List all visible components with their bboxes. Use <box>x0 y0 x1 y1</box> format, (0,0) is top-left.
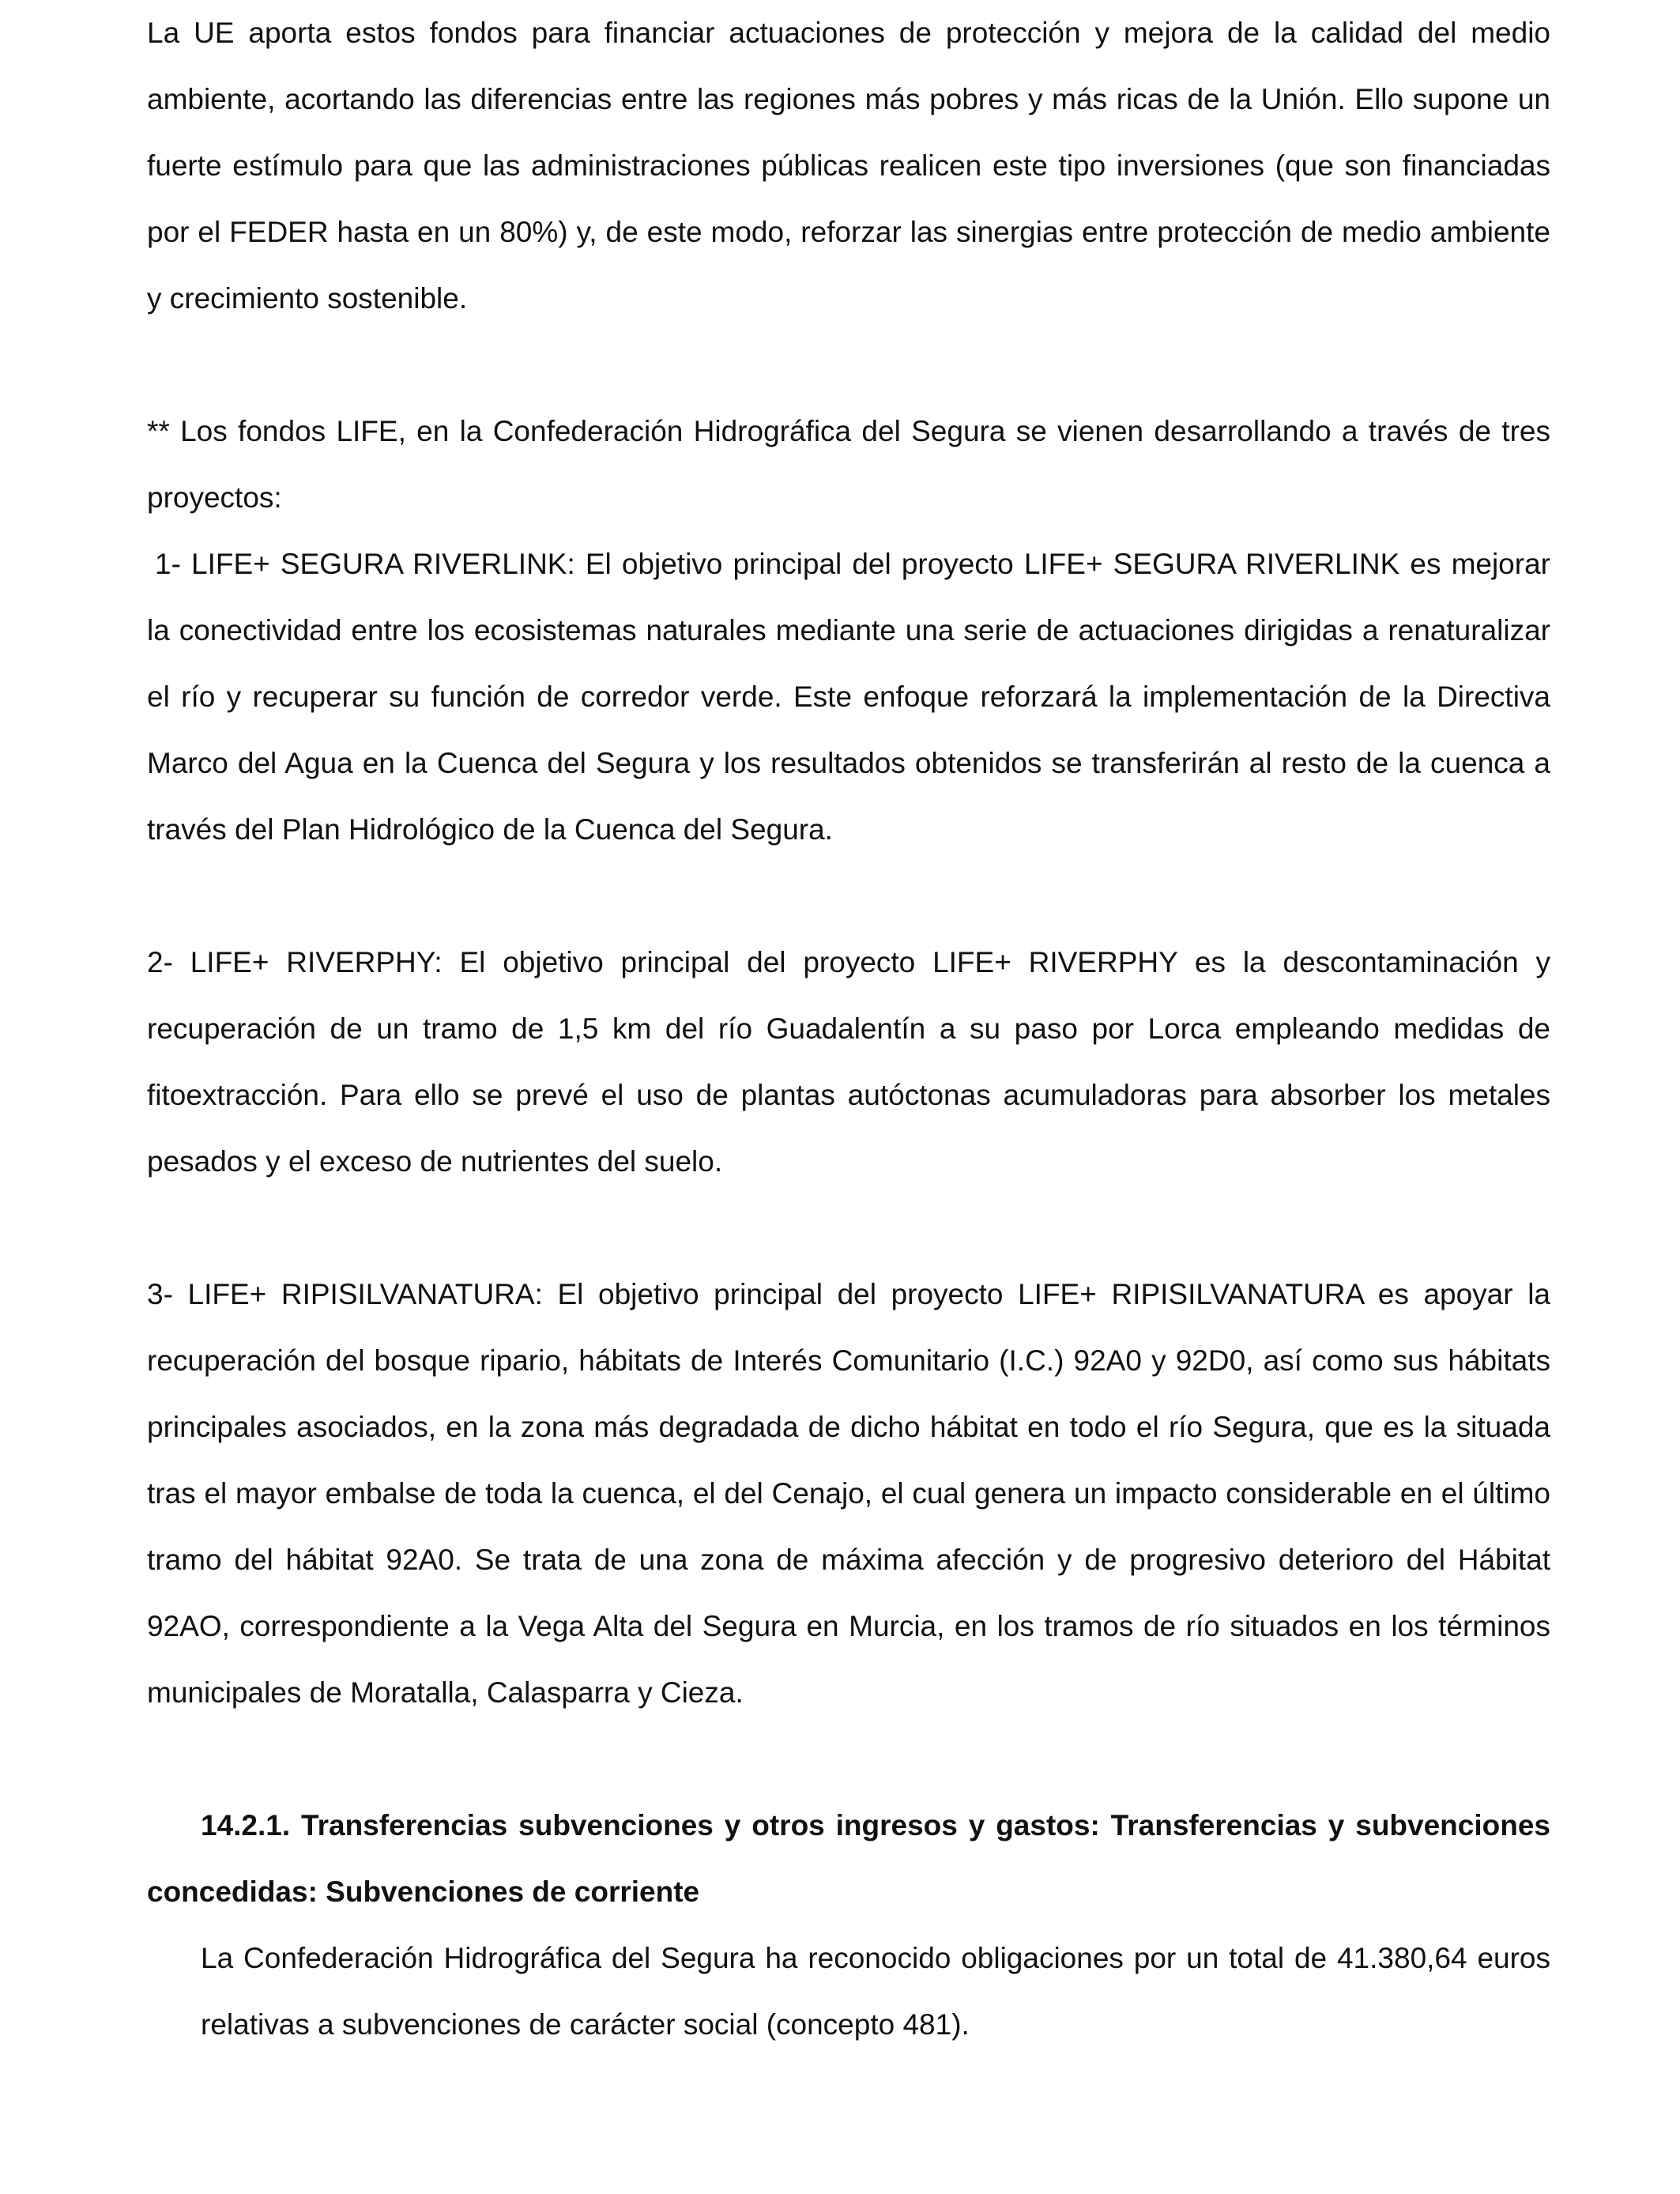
document-page <box>147 0 1550 2058</box>
project-3-paragraph: 3- LIFE+ RIPISILVANATURA: El objetivo principal del proyecto LIFE+ RIPISILVANATURA es apoyar la recuperación del bosque ripario, hábitats de Interés Comunitario (I.C.) 92A0 y 92D0, así como sus hábitats principales asociados, en la zona más degradada de dicho hábitat en todo el río Segura, que es la situada tras el mayor embalse de toda la cuenca, el del Cenajo, el cual genera un impacto considerable en el último tramo del hábitat 92A0. Se trata de una zona de máxima afección y de progresivo deterioro del Hábitat 92AO, correspondiente a la Vega Alta del Segura en Murcia, en los tramos de río situados en los términos municipales de Moratalla, Calasparra y Cieza. <box>147 1278 1550 1709</box>
spacer <box>147 1726 1550 1793</box>
spacer <box>147 332 1550 398</box>
life-intro-paragraph: ** Los fondos LIFE, en la Confederación Hidrográfica del Segura se vienen desarrollando a través de tres proyectos: <box>147 415 1550 514</box>
section-heading: 14.2.1. Transferencias subvenciones y otros ingresos y gastos: Transferencias y subvenciones concedidas: Subvenciones de corriente <box>147 1809 1550 1908</box>
section-body-paragraph: La Confederación Hidrográfica del Segura ha reconocido obligaciones por un total de 41.380,64 euros relativas a subvenciones de carácter social (concepto 481). <box>201 1942 1550 2041</box>
spacer <box>147 1195 1550 1261</box>
intro-paragraph: La UE aporta estos fondos para financiar actuaciones de protección y mejora de la calidad del medio ambiente, acortando las diferencias entre las regiones más pobres y más ricas de la Unión. Ello supone un fuerte estímulo para que las administraciones públicas realicen este tipo inversiones (que son financiadas por el FEDER hasta en un 80%) y, de este modo, reforzar las sinergias entre protección de medio ambiente y crecimiento sostenible. <box>147 17 1550 315</box>
project-2-paragraph: 2- LIFE+ RIVERPHY: El objetivo principal del proyecto LIFE+ RIVERPHY es la descontaminación y recuperación de un tramo de 1,5 km del río Guadalentín a su paso por Lorca empleando medidas de fitoextracción. Para ello se prevé el uso de plantas autóctonas acumuladoras para absorber los metales pesados y el exceso de nutrientes del suelo. <box>147 946 1550 1178</box>
project-1-paragraph: 1- LIFE+ SEGURA RIVERLINK: El objetivo principal del proyecto LIFE+ SEGURA RIVERLINK es mejorar la conectividad entre los ecosistemas naturales mediante una serie de actuaciones dirigidas a renaturalizar el río y recuperar su función de corredor verde. Este enfoque reforzará la implementación de la Directiva Marco del Agua en la Cuenca del Segura y los resultados obtenidos se transferirán al resto de la cuenca a través del Plan Hidrológico de la Cuenca del Segura. <box>147 548 1550 846</box>
spacer <box>147 863 1550 929</box>
